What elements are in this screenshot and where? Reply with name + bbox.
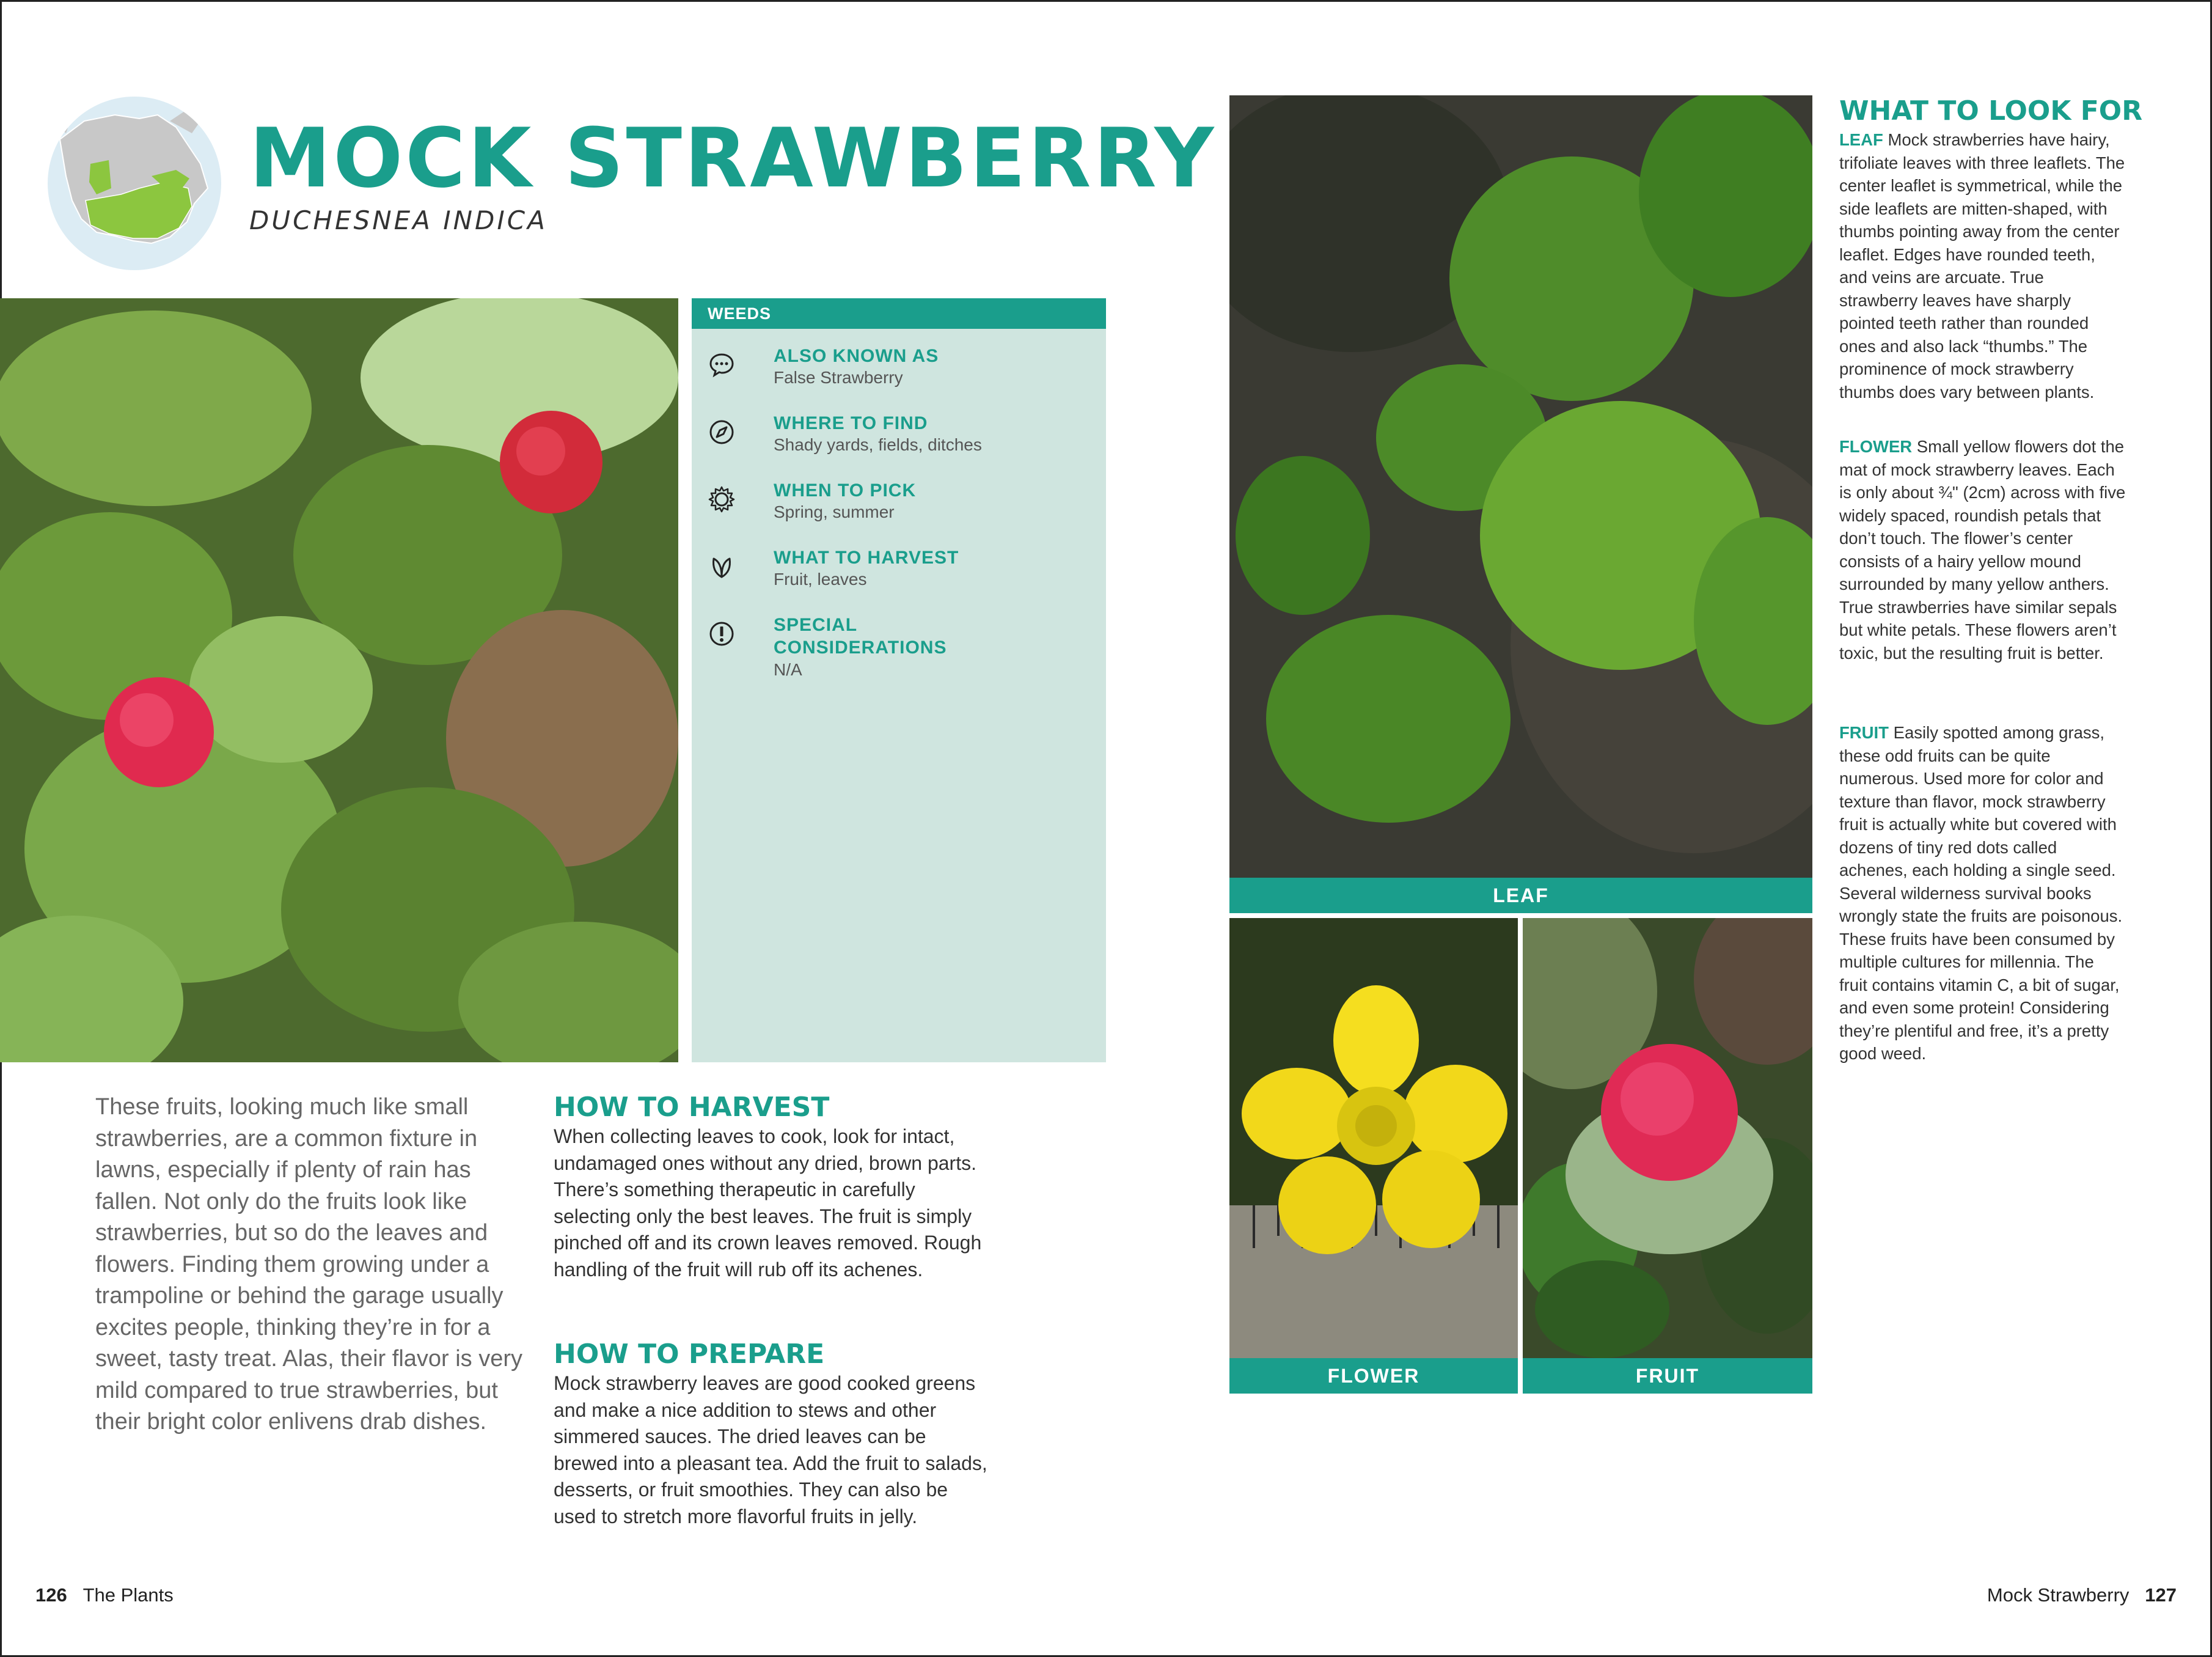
info-value: Spring, summer	[774, 502, 895, 521]
prepare-heading: HOW TO PREPARE	[554, 1339, 825, 1370]
look-for-heading: WHAT TO LOOK FOR	[1839, 95, 2143, 127]
look-for-leaf: LEAF Mock strawberries have hairy, trifoliate leaves with three leaflets. The center leaflet is symmetrical, while the side leaflets are mitten-shaped, with thumbs pointing away from the center leaflet. Edges have rounded teeth, and veins are arcuate. True strawberry leaves have sharply pointed teeth rather than rounded ones and also lack “thumbs.” The prominence of mock strawberry thumbs does vary between plants.	[1839, 130, 2125, 402]
info-value: False Strawberry	[774, 368, 903, 387]
info-label: WHEN TO PICK	[774, 480, 917, 501]
info-label: SPECIAL CONSIDERATIONS	[774, 615, 947, 658]
intro-paragraph: These fruits, looking much like small strawberries, are a common fixture in lawns, especially if plenty of rain has fallen. Not only do the fruits look like strawberries, but so do the leaves and flowers. Finding them growing under a trampoline or behind the garage usually excites people, thinking they’re in for a sweet, tasty treat. Alas, their flavor is very mild compared to true strawberries, but their bright color enlivens drab dishes.	[95, 1094, 523, 1435]
look-for-flower: FLOWER Small yellow flowers dot the mat of mock strawberry leaves. Each is only about ¾" (2cm) across with five widely spaced, roundish petals that don’t touch. The flower’s center consists of a hairy yellow mound surrounded by many yellow anthers. True strawberries have similar sepals but white petals. These flowers aren’t toxic, but the resulting fruit is better.	[1839, 437, 2126, 663]
info-value: Shady yards, fields, ditches	[774, 435, 982, 454]
fruit-photo	[1523, 918, 1812, 1358]
info-label: WHAT TO HARVEST	[774, 548, 959, 568]
caption-leaf: LEAF	[1229, 878, 1812, 913]
footer-right: Mock Strawberry 127	[1987, 1584, 2177, 1606]
footer-left: 126 The Plants	[35, 1584, 174, 1606]
info-label: WHERE TO FIND	[774, 413, 928, 433]
info-box	[692, 298, 1106, 1062]
sun-icon	[708, 485, 736, 513]
leaf-photo	[1229, 95, 1812, 878]
exclamation-icon	[708, 620, 736, 648]
latin-name: DUCHESNEA INDICA	[249, 205, 548, 235]
caption-fruit: FRUIT	[1523, 1358, 1812, 1394]
prepare-text: Mock strawberry leaves are good cooked greens and make a nice addition to stews and other simmered sauces. The dried leaves can be brewed into a pleasant tea. Add the fruit to salads, desserts, or fruit smoothies. They can also be used to stretch more flavorful fruits in jelly.	[554, 1372, 987, 1527]
range-map	[48, 97, 221, 270]
page-title: MOCK STRAWBERRY	[249, 111, 1217, 206]
compass-icon	[708, 418, 736, 446]
main-photo	[0, 298, 678, 1062]
info-category: WEEDS	[692, 298, 1106, 329]
look-for-fruit: FRUIT Easily spotted among grass, these odd fruits can be quite numerous. Used more for color and texture than flavor, mock strawberry fruit is actually white but covered with dozens of tiny red dots called achenes, each holding a single seed. Several wilderness survival books wrongly state the fruits are poisonous. These fruits have been consumed by multiple cultures for millennia. The fruit contains vitamin C, a bit of sugar, and even some protein! Considering they’re plentiful and free, it’s a pretty good weed.	[1839, 723, 2123, 1063]
info-value: N/A	[774, 660, 802, 679]
info-value: Fruit, leaves	[774, 570, 867, 589]
flower-photo	[1229, 918, 1518, 1358]
caption-flower: FLOWER	[1229, 1358, 1518, 1394]
harvest-text: When collecting leaves to cook, look for intact, undamaged ones without any dried, brown parts. There’s something therapeutic in carefully selecting only the best leaves. The fruit is simply pinched off and its crown leaves removed. Rough handling of the fruit will rub off its achenes.	[554, 1125, 982, 1280]
info-label: ALSO KNOWN AS	[774, 346, 939, 366]
leaf-icon	[708, 553, 736, 581]
speech-bubble-icon	[708, 351, 736, 379]
harvest-heading: HOW TO HARVEST	[554, 1092, 830, 1123]
